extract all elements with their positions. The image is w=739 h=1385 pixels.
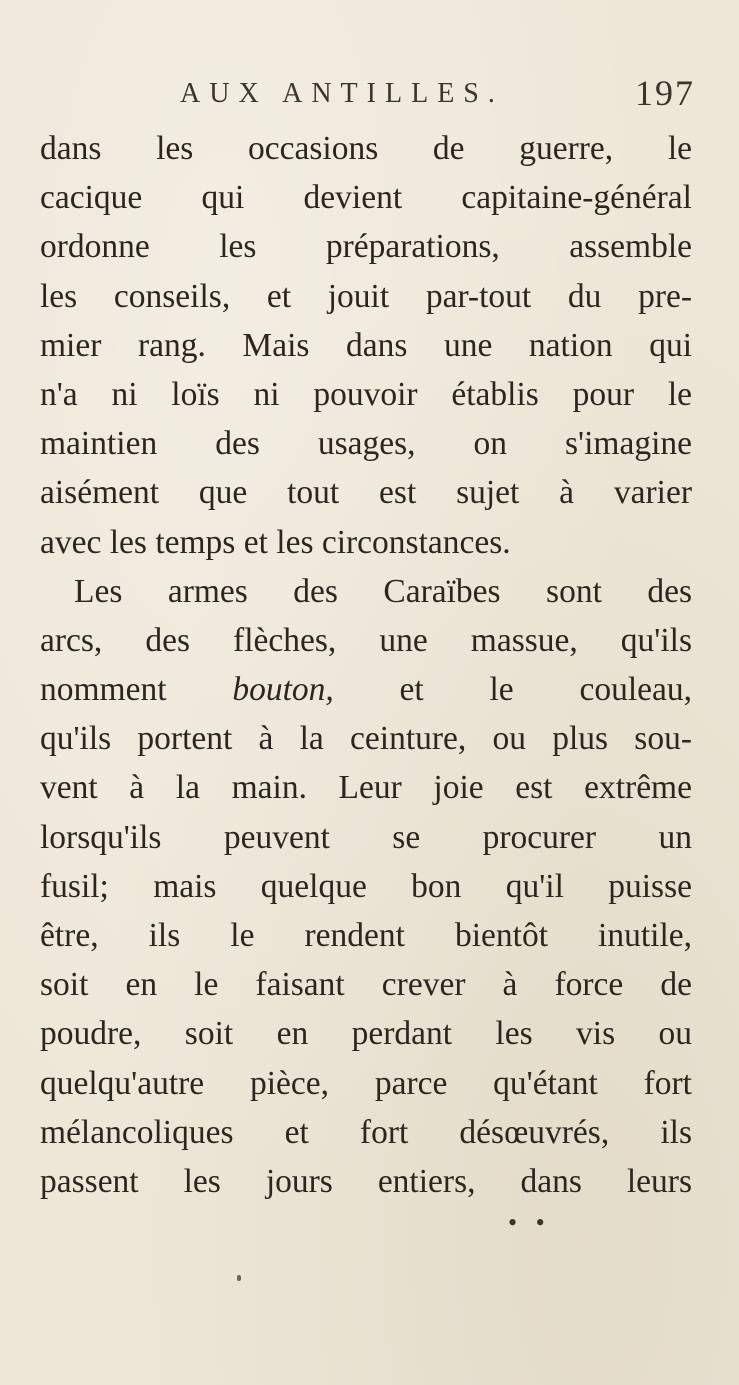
page-number: 197	[635, 73, 695, 113]
body-text	[40, 124, 692, 1206]
text-line: être, ils le rendent bientôt inutile,	[40, 917, 692, 954]
text-line: cacique qui devient capitaine-général	[40, 179, 692, 217]
text-line: quelqu'autre pièce, parce qu'étant fort	[40, 1064, 692, 1102]
running-title: AUX ANTILLES.	[180, 78, 504, 109]
text-line: dans les occasions de guerre, le	[40, 130, 692, 167]
text-line-with-italic	[40, 665, 692, 714]
paragraph-end-line: avec les temps et les circonstances.	[40, 523, 511, 561]
text-line: lorsqu'ils peuvent se procurer un	[40, 818, 692, 856]
text-line: aisément que tout est sujet à varier	[40, 474, 692, 512]
paragraph-start-line: Les armes des Caraïbes sont des	[74, 572, 692, 610]
text-line: soit en le faisant crever à force de	[40, 966, 692, 1004]
italic-word: bouton,	[232, 671, 334, 709]
text-line: fusil; mais quelque bon qu'il puisse	[40, 867, 692, 905]
text-fragment: et le couleau,	[399, 671, 692, 709]
text-line: vent à la main. Leur joie est extrême	[40, 769, 692, 807]
text-line: n'a ni loïs ni pouvoir établis pour le	[40, 375, 692, 413]
ink-speck	[237, 1275, 241, 1281]
text-line: mier rang. Mais dans une nation qui	[40, 326, 692, 364]
text-line: arcs, des flèches, une massue, qu'ils	[40, 621, 692, 659]
signature-mark: • •	[508, 1208, 551, 1237]
text-line: passent les jours entiers, dans leurs	[40, 1162, 692, 1200]
text-fragment: nomment	[40, 671, 167, 709]
text-line: ordonne les préparations, assemble	[40, 228, 692, 266]
text-line: qu'ils portent à la ceinture, ou plus sou-	[40, 720, 692, 758]
page-footer	[40, 1208, 692, 1248]
text-line: mélancoliques et fort désœuvrés, ils	[40, 1113, 692, 1151]
running-head	[40, 73, 695, 118]
text-line: maintien des usages, on s'imagine	[40, 425, 692, 463]
text-line: poudre, soit en perdant les vis ou	[40, 1015, 692, 1053]
text-line: les conseils, et jouit par-tout du pre-	[40, 277, 692, 315]
